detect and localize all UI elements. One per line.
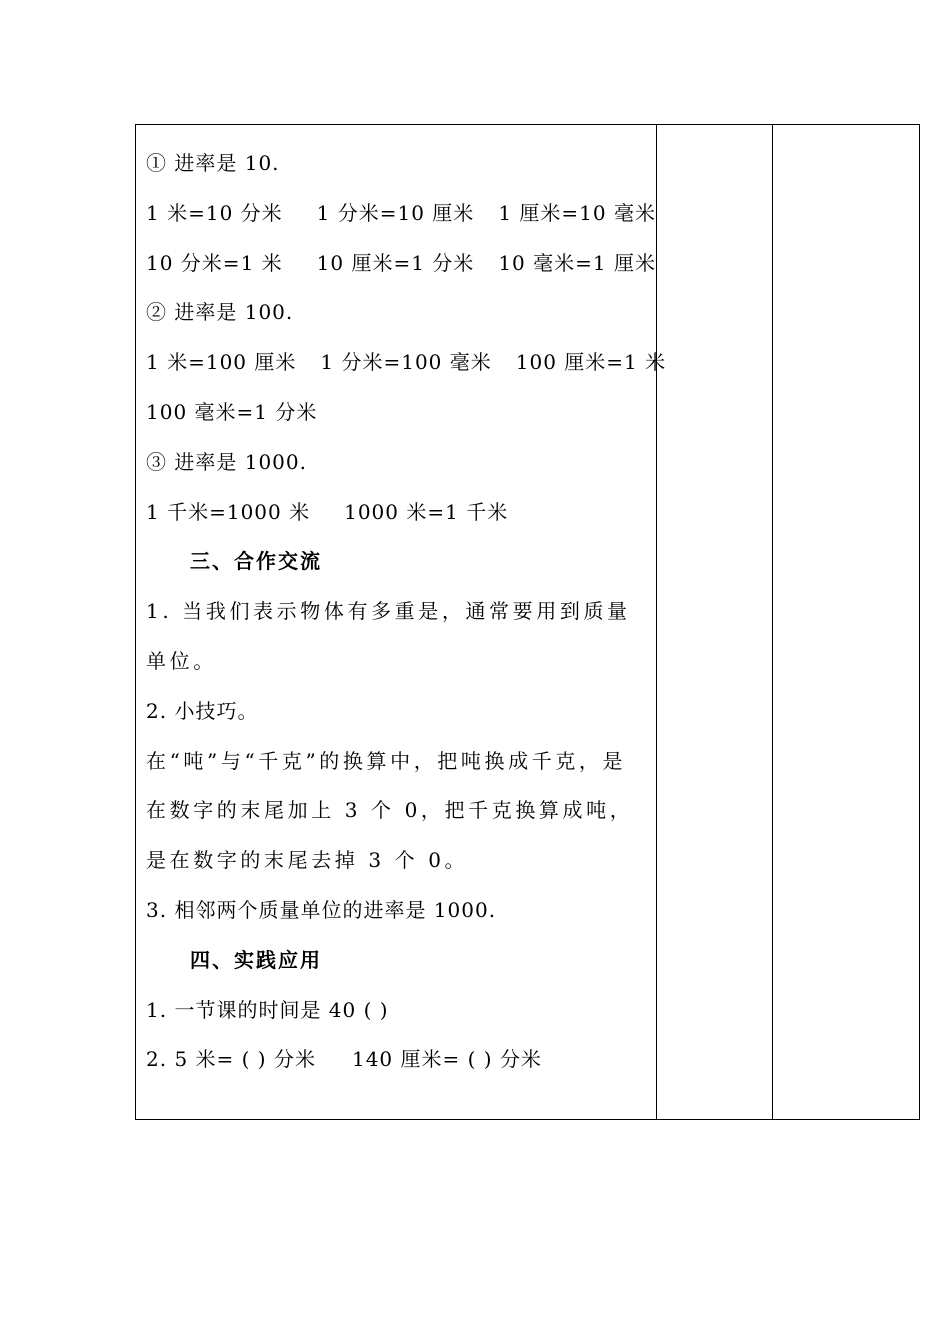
text-line: 2. 小技巧。 <box>146 698 259 723</box>
text-line: 1 千米=1000 米 1000 米=1 千米 <box>146 499 509 524</box>
section-heading: 四、实践应用 <box>190 947 322 972</box>
section-heading: 三、合作交流 <box>190 549 322 574</box>
column-divider <box>772 125 773 1119</box>
question-line: 2. 5 米= ( ) 分米 140 厘米= ( ) 分米 <box>146 1047 542 1072</box>
lesson-table <box>135 124 920 1120</box>
content-cell <box>146 139 667 1085</box>
text-line: ② 进率是 100. <box>146 300 294 325</box>
paragraph: 在“吨”与“千克”的换算中，把吨换成千克，是在数字的末尾加上 3 个 0，把千克换算成吨，是在数字的末尾去掉 3 个 0。 <box>146 748 634 873</box>
text-line: 100 毫米=1 分米 <box>146 399 318 424</box>
text-line: ① 进率是 10. <box>146 151 280 175</box>
text-line: ③ 进率是 1000. <box>146 449 307 474</box>
text-line: 10 分米=1 米 10 厘米=1 分米 10 毫米=1 厘米 <box>146 250 656 275</box>
paragraph: 1. 当我们表示物体有多重是，通常要用到质量单位。 <box>146 599 631 673</box>
column-divider <box>656 125 657 1119</box>
question-line: 1. 一节课的时间是 40 ( ) <box>146 997 389 1022</box>
text-line: 1 米=100 厘米 1 分米=100 毫米 100 厘米=1 米 <box>146 350 667 375</box>
text-line: 3. 相邻两个质量单位的进率是 1000. <box>146 897 497 922</box>
text-line: 1 米=10 分米 1 分米=10 厘米 1 厘米=10 毫米 <box>146 200 656 225</box>
